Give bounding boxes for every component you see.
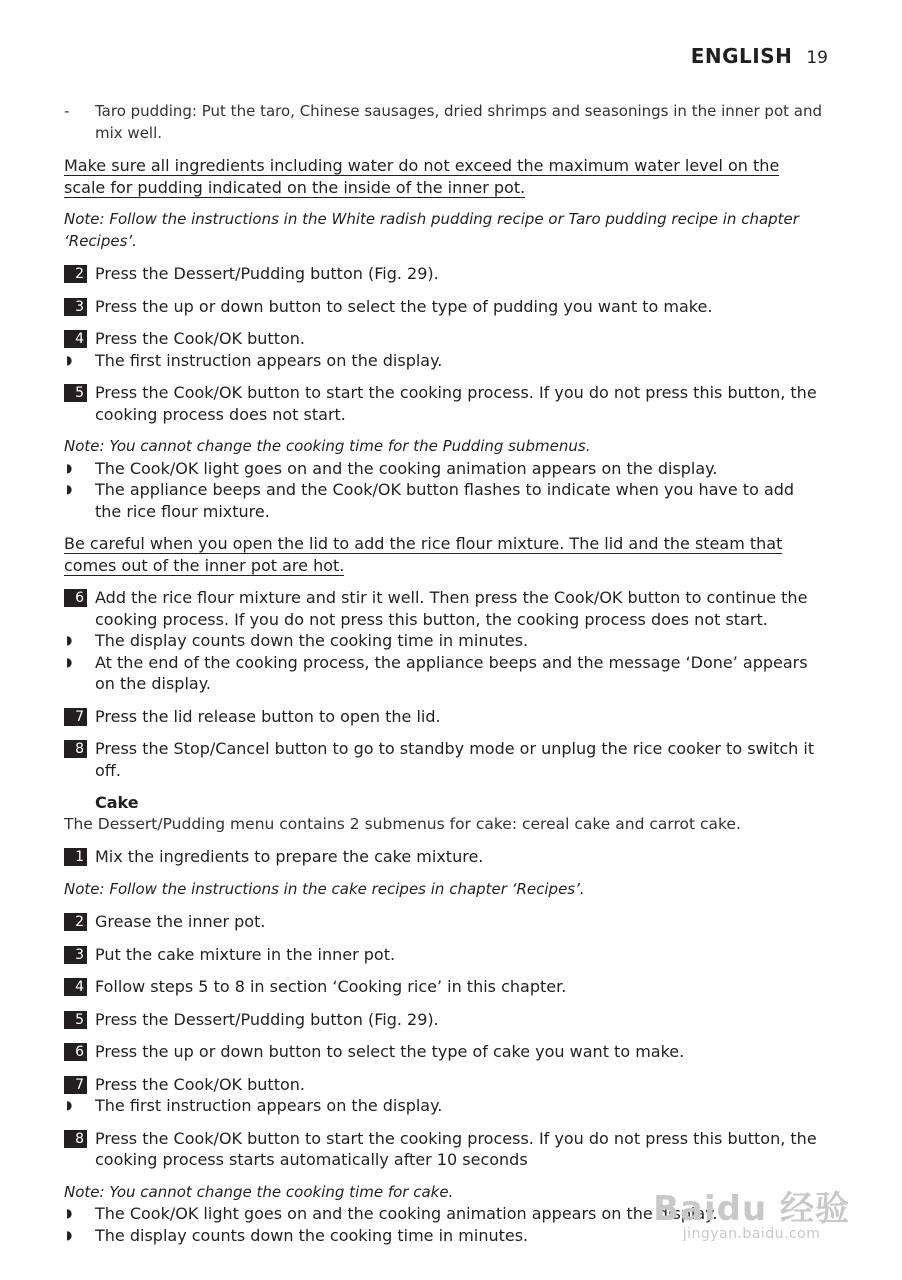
result-text: The Cook/OK light goes on and the cooking animation appears on the display. xyxy=(95,1204,718,1223)
result-text: The first instruction appears on the display. xyxy=(95,1096,443,1115)
note-recipes: Note: Follow the instructions in the White radish pudding recipe or Taro pudding recipe in chapter ‘Recipes’. xyxy=(64,210,799,250)
step-number: 4 xyxy=(64,330,87,348)
step-item xyxy=(64,706,824,728)
watermark-url: jingyan.baidu.com xyxy=(682,1226,821,1242)
step-item xyxy=(64,1009,824,1031)
step-number: 6 xyxy=(64,589,87,607)
step-text: Press the up or down button to select the type of pudding you want to make. xyxy=(95,296,713,316)
step-item xyxy=(64,976,824,998)
step-text: Put the cake mixture in the inner pot. xyxy=(95,944,396,964)
result-arrow-icon: ◗ xyxy=(66,633,73,647)
step-number: 2 xyxy=(64,913,87,931)
result-arrow-icon: ◗ xyxy=(66,654,73,669)
step-item xyxy=(64,1128,824,1171)
step-number: 4 xyxy=(64,978,87,996)
step-item xyxy=(64,846,824,868)
note-cake-recipes: Note: Follow the instructions in the cake recipes in chapter ‘Recipes’. xyxy=(64,879,585,898)
step-text: Press the up or down button to select the type of cake you want to make. xyxy=(95,1042,685,1061)
step-text: Press the Dessert/Pudding button (Fig. 29). xyxy=(95,1009,439,1029)
step-text: Add the rice flour mixture and stir it well. Then press the Cook/OK button to continue the cooking process. If you do not press this button, the cooking process does not start. xyxy=(95,588,808,629)
step-text: Follow steps 5 to 8 in section ‘Cooking rice’ in this chapter. xyxy=(95,977,567,996)
step-text: Grease the inner pot. xyxy=(95,912,266,931)
step-item xyxy=(64,944,824,966)
step-number: 7 xyxy=(64,708,87,726)
caution-text: Be careful when you open the lid to add the rice flour mixture. The lid and the steam that comes out of the inner pot are hot. xyxy=(64,534,783,575)
step-item xyxy=(64,382,824,425)
taro-pudding-item: - Taro pudding: Put the taro, Chinese sausages, dried shrimps and seasonings in the inner pot and mix well. xyxy=(64,101,824,144)
step-item xyxy=(64,587,824,630)
step-number: 6 xyxy=(64,1043,87,1061)
result-item xyxy=(64,458,824,480)
page-header xyxy=(691,44,828,68)
step-text: Press the Stop/Cancel button to go to standby mode or unplug the rice cooker to switch it off. xyxy=(95,739,815,780)
note-pudding-time: Note: You cannot change the cooking time for the Pudding submenus. xyxy=(64,437,591,455)
step-item xyxy=(64,1074,824,1096)
result-arrow-icon: ◗ xyxy=(66,460,73,475)
result-text: The first instruction appears on the display. xyxy=(95,350,443,370)
language-label: ENGLISH xyxy=(690,44,793,68)
result-arrow-icon: ◗ xyxy=(66,1206,73,1220)
step-text: Press the Cook/OK button. xyxy=(95,1074,305,1094)
cake-intro: The Dessert/Pudding menu contains 2 submenus for cake: cereal cake and carrot cake. xyxy=(64,814,741,833)
step-text: Press the lid release button to open the lid. xyxy=(95,706,441,726)
step-item xyxy=(64,911,824,933)
step-item xyxy=(64,738,824,781)
step-item xyxy=(64,328,824,350)
result-item xyxy=(64,350,824,372)
step-number: 3 xyxy=(64,946,87,964)
step-item xyxy=(64,1041,824,1063)
result-item xyxy=(64,479,824,522)
step-number: 5 xyxy=(64,1011,87,1029)
result-arrow-icon: ◗ xyxy=(66,1227,73,1242)
step-number: 8 xyxy=(64,740,87,758)
watermark-brand: Baidu 经验 xyxy=(653,1189,850,1229)
result-item xyxy=(64,1095,824,1117)
page-number: 19 xyxy=(806,48,828,68)
step-text: Press the Cook/OK button to start the cooking process. If you do not press this button, the cooking process starts automatically after 10 seconds xyxy=(95,1128,817,1169)
step-number: 3 xyxy=(64,298,87,316)
step-text: Press the Cook/OK button to start the cooking process. If you do not press this button, the cooking process does not start. xyxy=(95,383,817,424)
manual-content xyxy=(64,101,824,1246)
step-number: 5 xyxy=(64,384,87,402)
result-text: The display counts down the cooking time in minutes. xyxy=(95,1225,529,1245)
step-number: 7 xyxy=(64,1076,87,1094)
cake-heading: Cake xyxy=(95,793,139,812)
step-item xyxy=(64,296,824,318)
note-cake-time: Note: You cannot change the cooking time for cake. xyxy=(64,1182,454,1201)
step-number: 2 xyxy=(64,265,87,283)
step-item xyxy=(64,263,824,285)
result-arrow-icon: ◗ xyxy=(66,482,73,496)
result-text: At the end of the cooking process, the appliance beeps and the message ‘Done’ appears on the display. xyxy=(95,652,808,693)
result-text: The Cook/OK light goes on and the cooking animation appears on the display. xyxy=(95,458,718,478)
baidu-watermark xyxy=(653,1181,850,1242)
result-text: The appliance beeps and the Cook/OK button flashes to indicate when you have to add the rice flour mixture. xyxy=(95,480,795,521)
result-arrow-icon: ◗ xyxy=(66,1098,73,1112)
caution-water-level xyxy=(64,155,824,198)
caution-hot-steam xyxy=(64,533,824,576)
step-number: 1 xyxy=(64,848,87,866)
result-arrow-icon: ◗ xyxy=(66,352,73,367)
step-text: Mix the ingredients to prepare the cake mixture. xyxy=(95,847,484,866)
result-item xyxy=(64,630,824,652)
step-text: Press the Cook/OK button. xyxy=(95,329,305,348)
result-text: The display counts down the cooking time in minutes. xyxy=(95,631,529,650)
result-item xyxy=(64,652,824,695)
caution-text: Make sure all ingredients including water do not exceed the maximum water level on the scale for pudding indicated on the inside of the inner pot. xyxy=(64,156,780,197)
step-number: 8 xyxy=(64,1130,87,1148)
step-text: Press the Dessert/Pudding button (Fig. 29). xyxy=(95,264,439,283)
